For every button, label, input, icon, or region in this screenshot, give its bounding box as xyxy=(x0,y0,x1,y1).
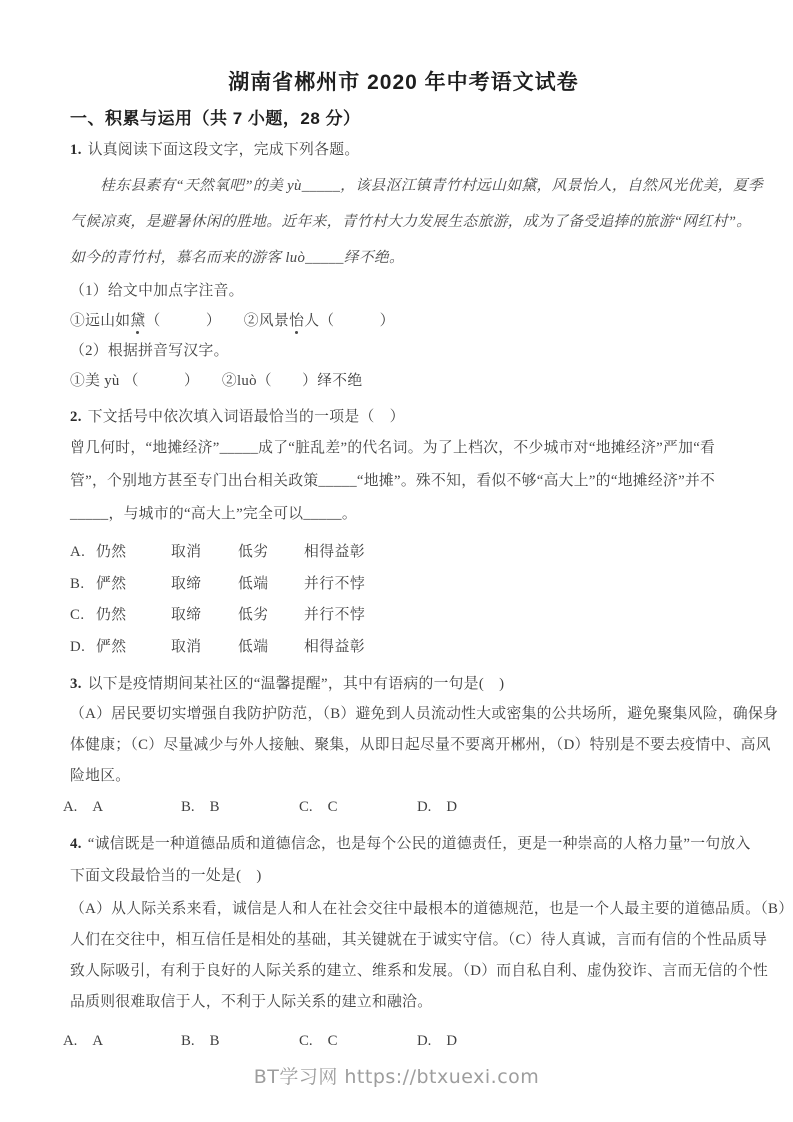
choice-label: B. xyxy=(181,1033,195,1049)
q3-choice-d xyxy=(417,792,535,822)
option-word: 并行不悖 xyxy=(304,607,366,623)
q3-stem-text: 以下是疫情期间某社区的“温馨提醒”，其中有语病的一句是( ) xyxy=(87,676,505,692)
q4-number: 4. xyxy=(70,836,82,852)
q1-passage-line: 桂东县素有“天然氧吧”的美 yù_____，该县沤江镇青竹村远山如黛，风景怡人，自然风光优美，夏季 xyxy=(100,178,763,194)
choice-value: C xyxy=(327,799,338,815)
q2-passage-line: 管”，个别地方甚至专门出台相关政策_____“地摊”。殊不知，看似不够“高大上”的“地摊经济”并不 xyxy=(70,473,716,489)
q1-sub2-label: （2）根据拼音写汉字。 xyxy=(70,343,229,359)
option-label: A. xyxy=(70,544,86,560)
q1-number: 1. xyxy=(70,142,82,158)
choice-label: B. xyxy=(181,799,195,815)
question-4 xyxy=(63,828,793,1056)
choice-label: C. xyxy=(299,799,313,815)
choice-label: A. xyxy=(63,799,78,815)
choice-value: A xyxy=(92,799,104,815)
option-word: 低劣 xyxy=(238,607,269,623)
q1-pinyin-part1: ①远山如 xyxy=(70,313,131,329)
footer-watermark-text: BT学习网 https://btxuexi.com xyxy=(253,1066,540,1088)
q1-pinyin-line xyxy=(70,306,737,336)
choice-value: D xyxy=(446,799,458,815)
q4-choice-d xyxy=(417,1026,535,1056)
q1-passage-line: 气候凉爽，是避暑休闲的胜地。近年来，青竹村大力发展生态旅游，成为了备受追捧的旅游“网红村”。 xyxy=(70,214,752,230)
q1-stem-text: 认真阅读下面这段文字，完成下列各题。 xyxy=(87,142,360,158)
q2-number: 2. xyxy=(70,409,82,425)
q1-sub1-label: （1）给文中加点字注音。 xyxy=(70,283,244,299)
choice-label: A. xyxy=(63,1033,78,1049)
q3-choice-a xyxy=(63,792,181,822)
q1-stem xyxy=(70,139,737,161)
q3-passage-line: 险地区。 xyxy=(70,768,131,784)
footer-watermark xyxy=(0,1062,793,1089)
q1-passage xyxy=(70,168,763,276)
choice-value: A xyxy=(92,1033,104,1049)
q2-option-d xyxy=(70,632,737,664)
q4-choices xyxy=(63,1026,737,1056)
q4-choice-c xyxy=(299,1026,417,1056)
option-word: 俨然 xyxy=(96,575,127,592)
option-word: 相得益彰 xyxy=(304,638,366,655)
q2-passage-line: _____，与城市的“高大上”完全可以_____。 xyxy=(70,506,357,522)
q2-stem xyxy=(70,406,737,428)
q2-option-c xyxy=(70,600,737,632)
option-label: D. xyxy=(70,638,86,655)
option-word: 取缔 xyxy=(171,575,202,592)
option-word: 仍然 xyxy=(96,607,127,623)
choice-label: D. xyxy=(417,1033,432,1049)
page-title: 湖南省郴州市 2020 年中考语文试卷 xyxy=(228,71,579,94)
q4-passage-line: 品质则很难取信于人，不利于人际关系的建立和融洽。 xyxy=(70,994,433,1010)
q4-passage-line: 致人际吸引，有利于良好的人际关系的建立、维系和发展。（D）而自私自利、虚伪狡诈、言而无信的个性 xyxy=(70,963,769,979)
q3-passage-line: 体健康；（C）尽量减少与外人接触、聚集，从即日起尽量不要离开郴州，（D）特别是不要去疫情中、高风 xyxy=(70,737,771,753)
q1-hanzi-line: ①美 yù （ ） ②luò（ ）绎不绝 xyxy=(70,373,363,389)
q1-dotted-char-dai: 黛 xyxy=(130,313,146,329)
option-word: 低端 xyxy=(238,638,269,655)
section-heading: 一、积累与运用（共 7 小题，28 分） xyxy=(70,109,361,128)
q3-number: 3. xyxy=(70,676,82,692)
choice-value: C xyxy=(327,1033,338,1049)
q2-option-b xyxy=(70,569,737,601)
option-label: C. xyxy=(70,607,85,623)
q4-choice-b xyxy=(181,1026,299,1056)
q2-stem-text: 下文括号中依次填入词语最恰当的一项是（ ） xyxy=(87,409,405,425)
q4-passage-line: 人们在交往中，相互信任是相处的基础，其关键就在于诚实守信。（C）待人真诚，言而有信的个性品质导 xyxy=(70,932,768,948)
option-word: 取消 xyxy=(171,544,202,560)
question-1 xyxy=(70,139,763,396)
option-word: 俨然 xyxy=(96,638,127,655)
option-word: 低劣 xyxy=(238,544,269,560)
q2-passage xyxy=(70,432,737,531)
q2-passage-line: 曾几何时，“地摊经济”_____成了“脏乱差”的代名词。为了上档次，不少城市对“地摊经济”严加“看 xyxy=(70,440,716,456)
question-2 xyxy=(70,406,737,663)
q2-options xyxy=(70,537,737,663)
option-word: 仍然 xyxy=(96,544,127,560)
q4-choice-a xyxy=(63,1026,181,1056)
q3-passage xyxy=(70,699,779,792)
q4-stem-text: “诚信既是一种道德品质和道德信念，也是每个公民的道德责任，更是一种崇高的人格力量”一句放入 xyxy=(87,836,751,852)
q3-stem xyxy=(70,673,737,695)
q1-dotted-char-yi: 怡 xyxy=(289,313,305,329)
choice-value: B xyxy=(209,1033,220,1049)
choice-value: D xyxy=(446,1033,458,1049)
question-3 xyxy=(63,673,779,822)
q1-pinyin-part3: 人（ ） xyxy=(304,313,395,329)
option-word: 取缔 xyxy=(171,607,202,623)
option-label: B. xyxy=(70,575,85,592)
choice-value: B xyxy=(209,799,220,815)
option-word: 并行不悖 xyxy=(304,575,366,592)
q4-stem xyxy=(70,828,751,860)
q4-passage-line: （A）从人际关系来看，诚信是人和人在社会交往中最根本的道德规范，也是一个人最主要的道德品质。（B） xyxy=(70,901,793,917)
option-word: 取消 xyxy=(171,638,202,655)
q1-pinyin-part2: （ ） ②风景 xyxy=(145,313,290,329)
q4-passage xyxy=(70,894,793,1018)
q3-passage-line: （A）居民要切实增强自我防护防范，（B）避免到人员流动性大或密集的公共场所，避免聚集风险，确保身 xyxy=(70,706,779,722)
choice-label: C. xyxy=(299,1033,313,1049)
option-word: 低端 xyxy=(238,575,269,592)
q2-option-a xyxy=(70,537,737,569)
q3-choices xyxy=(63,792,737,822)
choice-label: D. xyxy=(417,799,432,815)
q3-choice-b xyxy=(181,792,299,822)
option-word: 相得益彰 xyxy=(304,544,366,560)
q3-choice-c xyxy=(299,792,417,822)
q4-stem-line2: 下面文段最恰当的一处是( ) xyxy=(70,868,262,884)
q1-passage-line: 如今的青竹村，慕名而来的游客 luò_____绎不绝。 xyxy=(70,250,405,266)
